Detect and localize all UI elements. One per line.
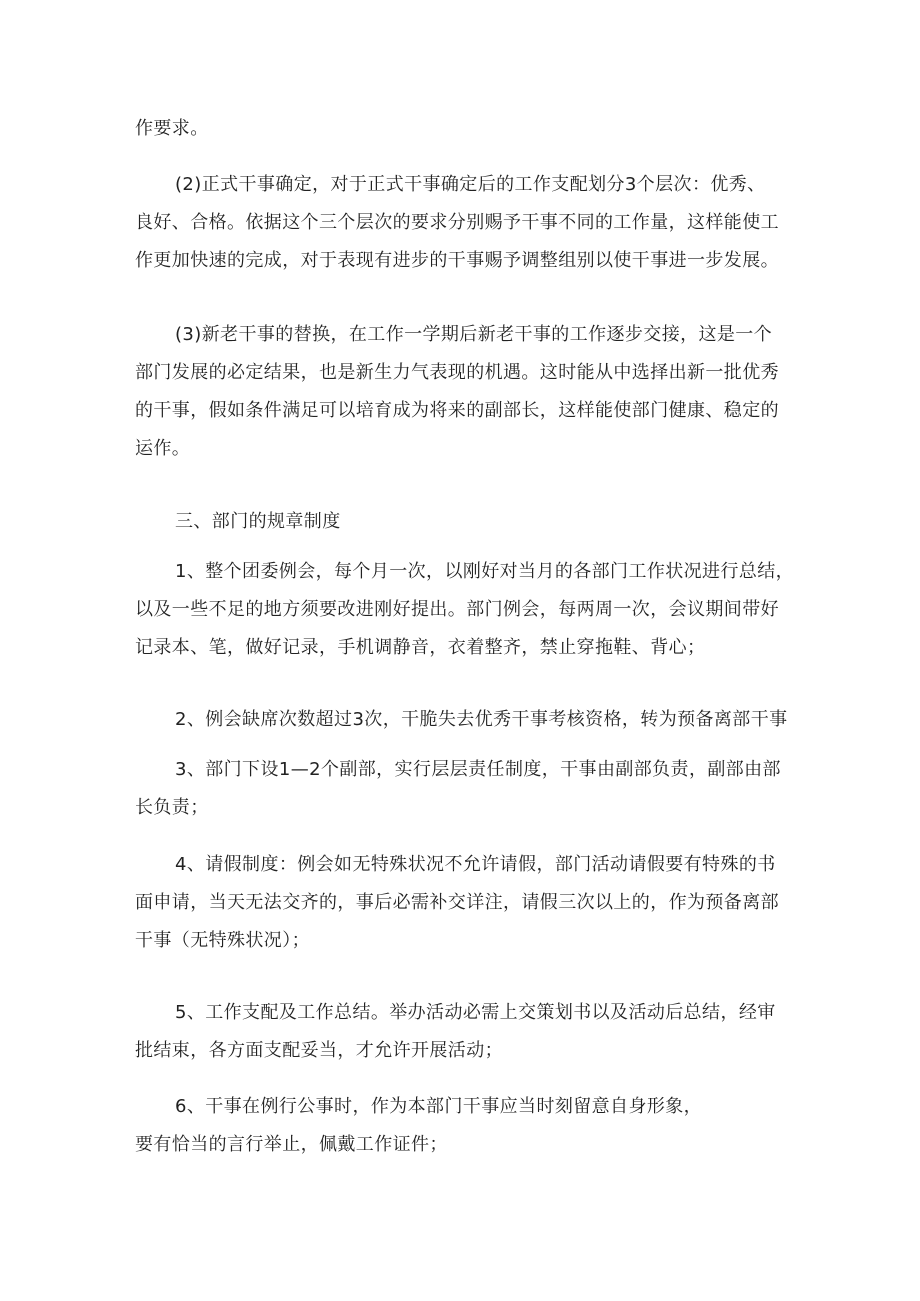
- paragraph-continuation: [135, 110, 785, 148]
- paragraph-line: 作更加快速的完成，对于表现有进步的干事赐予调整组别以使干事进一步发展。: [135, 250, 779, 271]
- paragraph-line: 部门发展的必定结果，也是新生力气表现的机遇。这时能从中选择出新一批优秀: [135, 362, 779, 383]
- paragraph-line: (3)新老干事的替换，在工作一学期后新老干事的工作逐步交接，这是一个: [175, 324, 773, 345]
- paragraph-item-2: [135, 166, 785, 280]
- rule-item-5: [135, 994, 785, 1070]
- paragraph-line: 长负责；: [135, 797, 209, 818]
- rule-item-3: [135, 751, 785, 827]
- paragraph-item-3: [135, 316, 785, 468]
- paragraph-line: 以及一些不足的地方须要改进刚好提出。部门例会，每两周一次，会议期间带好: [135, 599, 779, 620]
- rule-item-4: [135, 846, 785, 960]
- rule-item-6: [135, 1088, 785, 1164]
- paragraph-line: 面申请，当天无法交齐的，事后必需补交详注，请假三次以上的，作为预备离部: [135, 892, 779, 913]
- paragraph-line: 要有恰当的言行举止，佩戴工作证件；: [135, 1134, 448, 1155]
- paragraph-line: 干事（无特殊状况）；: [135, 930, 310, 951]
- paragraph-line: 运作。: [135, 438, 191, 459]
- paragraph-line: 良好、合格。依据这个三个层次的要求分别赐予干事不同的工作量，这样能使工: [135, 212, 779, 233]
- section-heading-text: 三、部门的规章制度: [175, 511, 341, 532]
- paragraph-line: 4、请假制度：例会如无特殊状况不允许请假，部门活动请假要有特殊的书: [175, 854, 776, 875]
- paragraph-line: 作要求。: [135, 118, 209, 139]
- paragraph-line: 6、干事在例行公事时，作为本部门干事应当时刻留意自身形象，: [175, 1096, 703, 1117]
- rule-item-1: [135, 553, 795, 667]
- paragraph-line: 的干事，假如条件满足可以培育成为将来的副部长，这样能使部门健康、稳定的: [135, 400, 779, 421]
- paragraph-line: (2)正式干事确定，对于正式干事确定后的工作支配划分3个层次：优秀、: [175, 174, 766, 195]
- paragraph-line: 2、例会缺席次数超过3次，干脆失去优秀干事考核资格，转为预备离部干事: [175, 709, 788, 730]
- paragraph-line: 5、工作支配及工作总结。举办活动必需上交策划书以及活动后总结，经审: [175, 1002, 776, 1023]
- paragraph-line: 3、部门下设1—2个副部，实行层层责任制度，干事由副部负责，副部由部: [175, 759, 781, 780]
- paragraph-line: 1、整个团委例会，每个月一次，以刚好对当月的各部门工作状况进行总结，: [175, 561, 795, 582]
- paragraph-line: 记录本、笔，做好记录，手机调静音，衣着整齐，禁止穿拖鞋、背心；: [135, 637, 706, 658]
- rule-item-2: [135, 701, 788, 739]
- section-heading: [135, 503, 785, 541]
- paragraph-line: 批结束，各方面支配妥当，才允许开展活动；: [135, 1040, 503, 1061]
